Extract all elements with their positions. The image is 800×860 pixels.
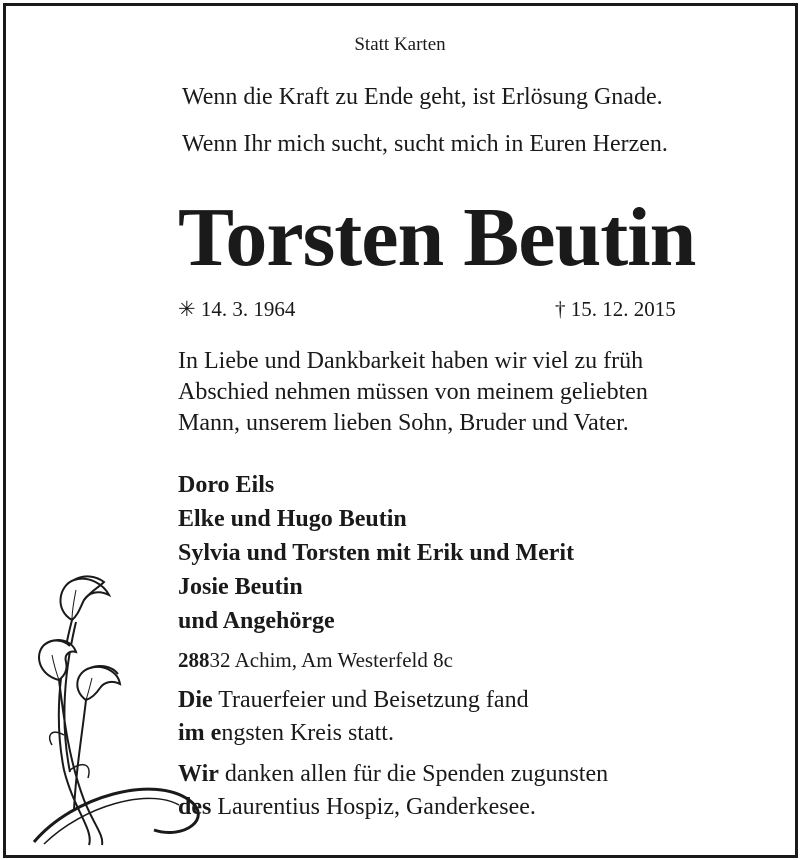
mourner-5-bold: und xyxy=(178,608,219,634)
funeral-line-2-bold: im e xyxy=(178,720,222,746)
thanks-line-2-rest: Laurentius Hospiz, Ganderkesee. xyxy=(211,794,536,820)
thanks-line-2-bold: des xyxy=(178,794,212,820)
mourner-1: Doro Eils xyxy=(178,472,275,498)
mourner-4-rest: e Beutin xyxy=(218,574,303,600)
funeral-line-2-rest: ngsten Kreis statt. xyxy=(221,720,394,746)
mourner-5-rest: Angehörge xyxy=(218,608,335,634)
death-cross-icon: † xyxy=(555,297,566,321)
funeral-line-1-bold: Die xyxy=(178,687,213,713)
death-line xyxy=(555,297,676,322)
birth-star-icon: ✳ xyxy=(178,297,196,321)
mourner-2: Elke und Hugo Beutin xyxy=(178,506,407,532)
funeral-line-1-rest: Trauerfeier und Beisetzung fand xyxy=(212,687,529,713)
message-line-3: Mann, unserem lieben Sohn, Bruder und Vater. xyxy=(178,410,629,436)
birth-date: 14. 3. 1964 xyxy=(200,297,296,321)
birth-line xyxy=(178,297,295,322)
message-line-2: Abschied nehmen müssen von meinem geliebten xyxy=(178,379,648,405)
mourner-3: Sylvia und Torsten mit Erik und Merit xyxy=(178,540,575,566)
verse-line-2: Wenn Ihr mich sucht, sucht mich in Euren Herzen. xyxy=(182,131,668,157)
verse-line-1: Wenn die Kraft zu Ende geht, ist Erlösung Gnade. xyxy=(182,84,663,110)
mourner-4-bold: Josi xyxy=(178,574,219,600)
message-paragraph xyxy=(178,346,738,439)
thanks-line-1-rest: danken allen für die Spenden zugunsten xyxy=(218,761,609,787)
calla-lily-flowers-icon xyxy=(14,560,244,850)
death-date: 15. 12. 2015 xyxy=(570,297,676,321)
message-line-1: In Liebe und Dankbarkeit haben wir viel zu früh xyxy=(178,348,644,374)
deceased-name: Torsten Beutin xyxy=(178,191,696,284)
address-bold: 288 xyxy=(178,648,210,672)
header-label: Statt Karten xyxy=(354,34,446,55)
address-rest: 32 Achim, Am Westerfeld 8c xyxy=(209,648,453,672)
thanks-line-1-bold: Wir xyxy=(178,761,219,787)
